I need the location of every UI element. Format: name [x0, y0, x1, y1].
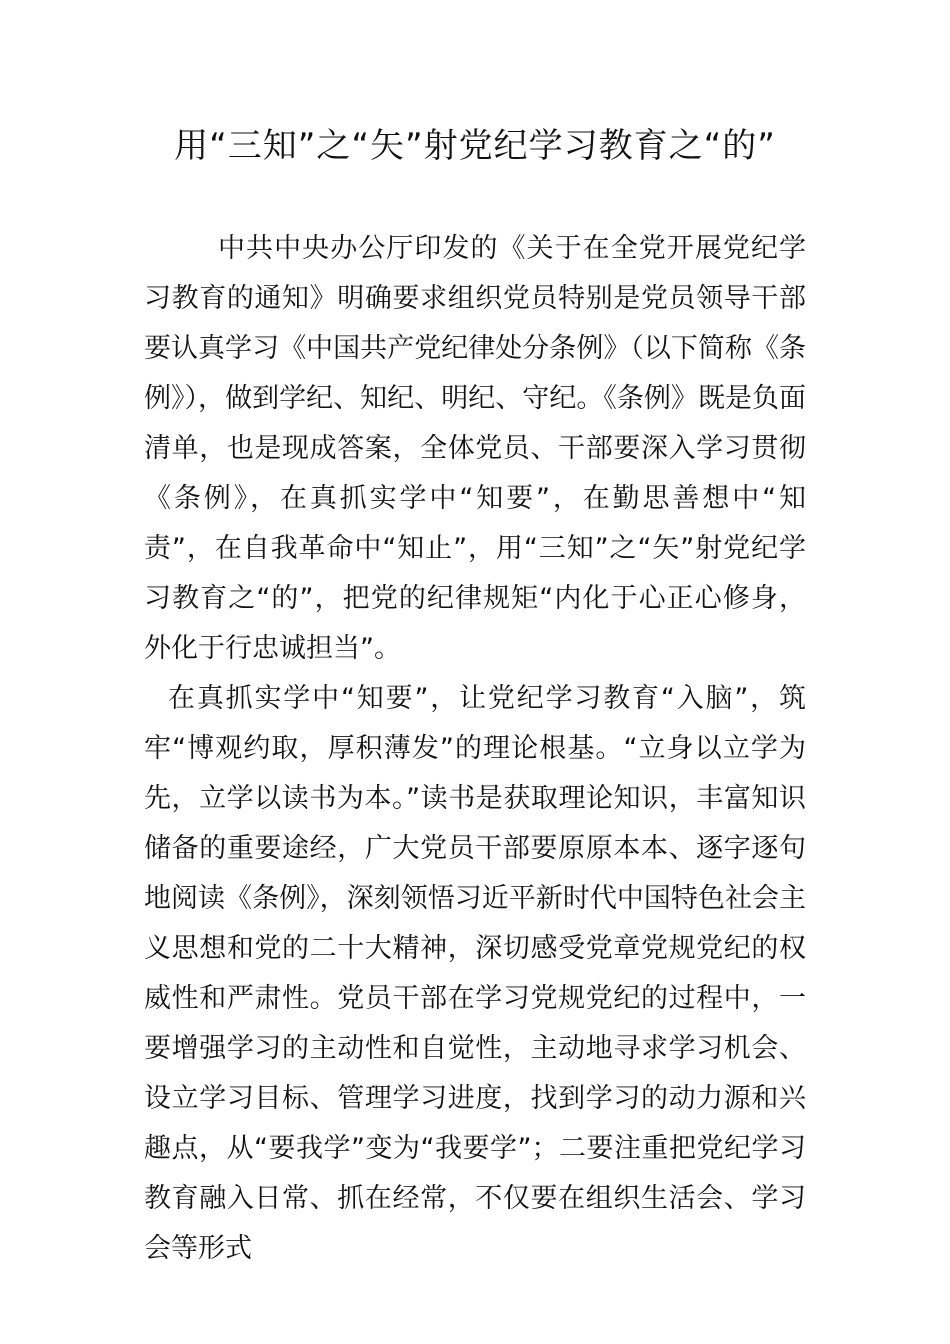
- document-body: [144, 224, 806, 1274]
- document-title: 用“三知”之“矢”射党纪学习教育之“的”: [174, 126, 776, 166]
- paragraph-intro: 中共中央办公厅印发的《关于在全党开展党纪学习教育的通知》明确要求组织党员特别是党员领导干部要认真学习《中国共产党纪律处分条例》（以下简称《条例》），做到学纪、知纪、明纪、守纪。《条例》既是负面清单，也是现成答案，全体党员、干部要深入学习贯彻《条例》，在真抓实学中“知要”，在勤思善想中“知责”，在自我革命中“知止”，用“三知”之“矢”射党纪学习教育之“的”，把党的纪律规矩“内化于心正心修身，外化于行忠诚担当”。: [144, 233, 806, 664]
- paragraph-zhiyao: 在真抓实学中“知要”，让党纪学习教育“入脑”，筑牢“博观约取，厚积薄发”的理论根基。“立身以立学为先，立学以读书为本。”读书是获取理论知识，丰富知识储备的重要途经，广大党员干部要原原本本、逐字逐句地阅读《条例》，深刻领悟习近平新时代中国特色社会主义思想和党的二十大精神，深切感受党章党规党纪的权威性和严肃性。党员干部在学习党规党纪的过程中，一要增强学习的主动性和自觉性，主动地寻求学习机会、设立学习目标、管理学习进度，找到学习的动力源和兴趣点，从“要我学”变为“我要学”；二要注重把党纪学习教育融入日常、抓在经常，不仅要在组织生活会、学习会等形式: [144, 683, 806, 1264]
